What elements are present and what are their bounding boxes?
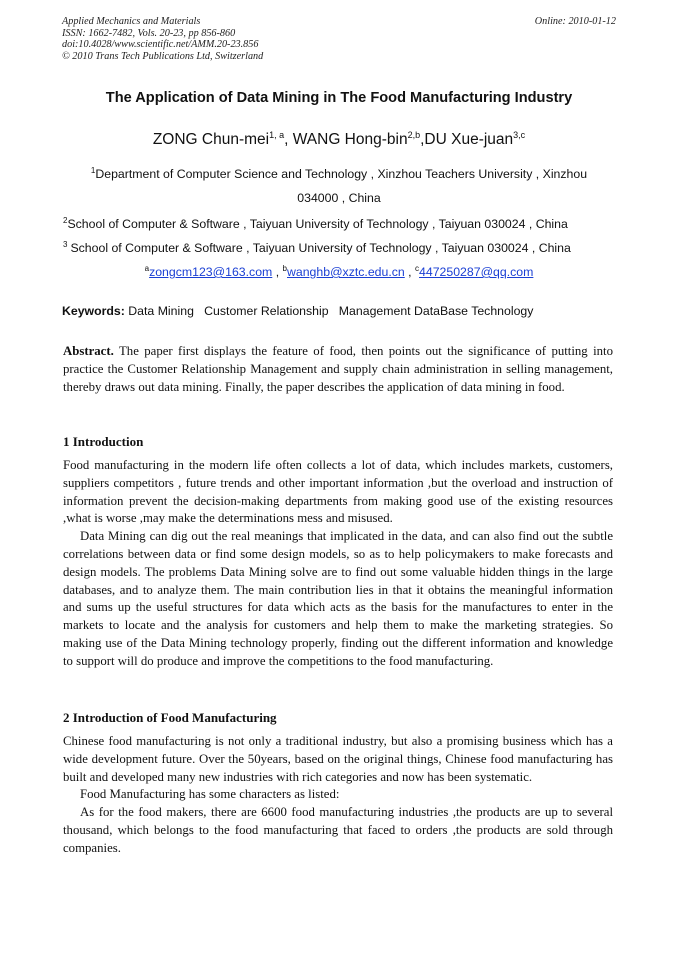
author-separator: , <box>420 131 425 149</box>
affiliation-text: School of Computer & Software , Taiyuan University of Technology , Taiyuan 030024 , China <box>67 217 568 232</box>
author-list <box>0 130 678 149</box>
email-mark: b <box>282 264 287 273</box>
abstract-text: The paper first displays the feature of food, then points out the significance of putting into practice the Customer Relationship Management and supply chain administration in selling management, thereby draws out data mining. Finally, the paper describes the application of data mining in food. <box>63 344 613 394</box>
email-mark: c <box>415 264 420 273</box>
abstract-label: Abstract. <box>63 344 114 358</box>
section-heading: 1 Introduction <box>63 434 144 449</box>
abstract <box>63 343 613 396</box>
email-link[interactable]: 447250287@qq.com <box>419 265 534 280</box>
section-body <box>63 457 613 671</box>
affiliation-3 <box>63 240 571 255</box>
copyright-line: © 2010 Trans Tech Publications Ltd, Switzerland <box>62 50 264 62</box>
keywords-line <box>62 304 533 318</box>
email-separator: , <box>404 265 416 280</box>
paragraph: Chinese food manufacturing is not only a traditional industry, but also a promising business which has a wide development future. Over the 50years, based on the original things, Chinese food manufacturing has built and developed many new industries with rich categories and now has been systematic. <box>63 734 613 784</box>
paragraph: Data Mining can dig out the real meanings that implicated in the data, and can also find out the subtle correlations between data or find some design models, so as to help policymakers to make forecasts and design models. The problems Data Mining solve are to find out some valuable hidden things in the large databases, and to analyze them. The main contribution lies in that it obtains the meaningful information and sums up the useful structures for data which acts as the basis for the manufactures to enter in the markets to locate and the analysis for customers and help them to make the marketing strategies. So making use of the Data Mining technology properly, finding out the different information and knowledge to support will do produce and improve the competitions to the food manufacturing. <box>63 529 613 668</box>
affiliation-text: School of Computer & Software , Taiyuan University of Technology , Taiyuan 030024 , China <box>70 241 571 256</box>
author-affiliation-mark: 3,c <box>513 130 526 140</box>
paragraph: As for the food makers, there are 6600 food manufacturing industries ,the products are up to several thousand, which belongs to the food manufacturing that faced to orders ,the products are sold through companies. <box>63 805 613 855</box>
affiliation-mark: 2 <box>63 216 68 225</box>
email-list <box>0 264 678 279</box>
section-heading: 2 Introduction of Food Manufacturing <box>63 710 277 725</box>
affiliation-2 <box>63 216 568 231</box>
paragraph: Food manufacturing in the modern life often collects a lot of data, which includes markets, customers, suppliers competitors , future trends and other important information ,but the overload and instruction of information prevent the decision-making departments from making good use of the existing resources ,what is worse ,may make the determinations mess and misused. <box>63 458 613 526</box>
author-affiliation-mark: 1, a <box>269 130 285 140</box>
author-affiliation-mark: 2,b <box>407 130 421 140</box>
email-mark: a <box>144 264 150 273</box>
paragraph: Food Manufacturing has some characters as listed: <box>80 787 340 802</box>
issn-line: ISSN: 1662-7482, Vols. 20-23, pp 856-860 <box>62 27 236 39</box>
author-separator: , <box>284 131 293 149</box>
paper-title: The Application of Data Mining in The Food Manufacturing Industry <box>105 90 573 106</box>
journal-header <box>62 16 616 62</box>
affiliation-1 <box>0 166 678 181</box>
author-name: ZONG Chun-mei <box>152 131 270 149</box>
section-body <box>63 733 613 858</box>
email-link[interactable]: wanghb@xztc.edu.cn <box>287 265 405 280</box>
email-link[interactable]: zongcm123@163.com <box>149 265 273 280</box>
doi-line: doi:10.4028/www.scientific.net/AMM.20-23.856 <box>62 39 259 51</box>
affiliation-text: Department of Computer Science and Technology , Xinzhou Teachers University , Xinzhou <box>95 167 588 182</box>
keywords-text: Data Mining Customer Relationship Management DataBase Technology <box>128 304 534 318</box>
keywords-label: Keywords: <box>62 304 125 318</box>
author-name: DU Xue-juan <box>424 131 514 149</box>
online-date: Online: 2010-01-12 <box>534 16 616 27</box>
journal-name: Applied Mechanics and Materials <box>62 16 201 27</box>
email-separator: , <box>272 265 283 280</box>
affiliation-mark: 1 <box>90 166 96 175</box>
affiliation-mark: 3 <box>63 240 68 249</box>
author-name: WANG Hong-bin <box>292 131 408 149</box>
affiliation-1-continued: 034000 , China <box>297 191 381 205</box>
